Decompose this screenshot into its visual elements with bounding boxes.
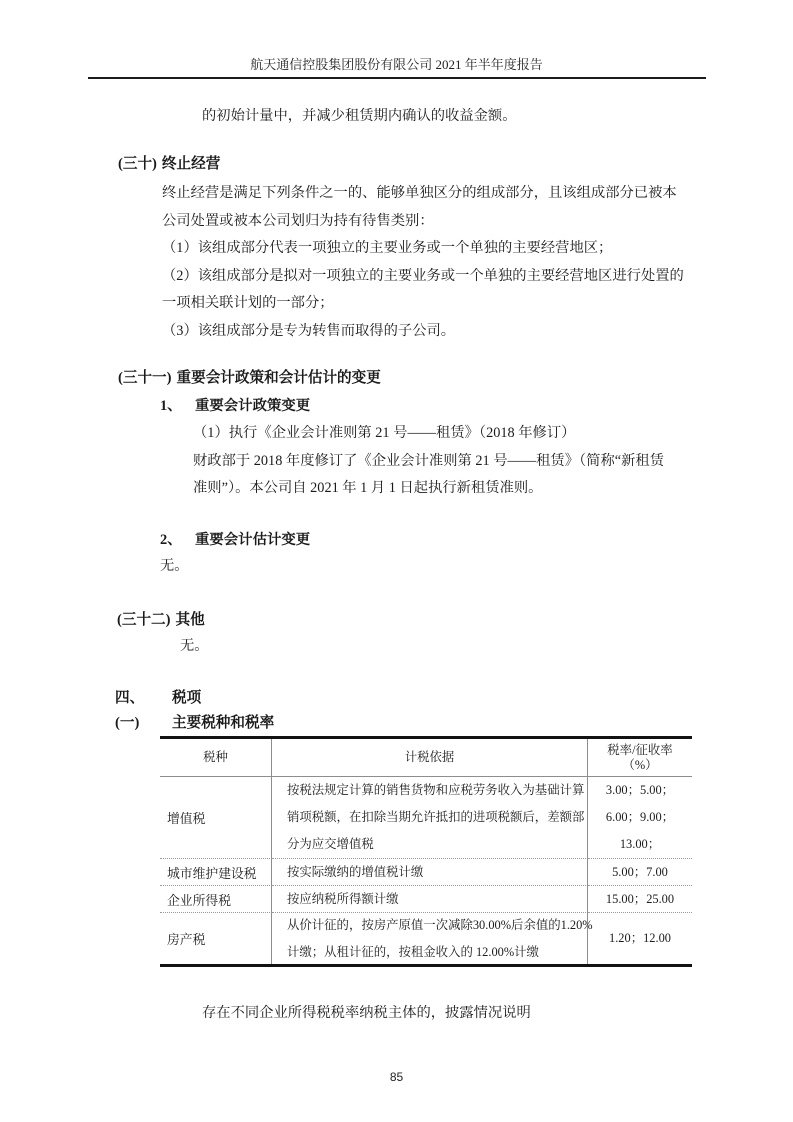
section-30-label: (三十) <box>118 156 157 172</box>
section-30-paragraph <box>162 180 684 345</box>
section-4-1-heading <box>115 712 274 734</box>
section-4-1-title: 主要税种和税率 <box>172 715 275 731</box>
cell-tax-rate: 5.00；7.00 <box>588 859 692 886</box>
section-31-label: (三十一) <box>118 370 172 386</box>
section-30-title: 终止经营 <box>161 156 221 172</box>
paragraph-line: 一项相关联计划的一部分； <box>162 295 334 311</box>
section-32-label: (三十二) <box>117 612 171 628</box>
cell-tax-name: 企业所得税 <box>160 886 272 913</box>
cell-tax-name: 城市维护建设税 <box>160 859 272 886</box>
subsection-2-title: 重要会计估计变更 <box>195 532 311 548</box>
subsection-2-body: 无。 <box>160 558 189 574</box>
cell-tax-name: 增值税 <box>160 777 272 859</box>
section-31-title: 重要会计政策和会计估计的变更 <box>176 370 381 386</box>
section-4-1-label: (一) <box>115 715 140 731</box>
paragraph-line: 财政部于 2018 年度修订了《企业会计准则第 21 号——租赁》（简称“新租赁 <box>193 452 664 469</box>
paragraph-line: （1）该组成部分代表一项独立的主要业务或一个单独的主要经营地区； <box>162 240 613 256</box>
subsection-2-heading <box>160 529 310 551</box>
section-4-heading <box>115 687 201 709</box>
subsection-1-paragraph <box>193 420 664 503</box>
tax-rate-table <box>160 736 692 967</box>
cell-tax-rate: 3.00；5.00； 6.00；9.00； 13.00； <box>588 777 692 859</box>
header-cell-tax-rate: 税率/征收率 （%） <box>588 739 692 777</box>
section-4-title: 税项 <box>172 690 202 706</box>
paragraph-line: （1）执行《企业会计准则第 21 号——租赁》（2018 年修订） <box>193 425 576 441</box>
cell-tax-basis: 从价计征的，按房产原值一次减除30.00%后余值的1.20% 计缴；从租计征的，按租金收入的 12.00%计缴 <box>272 913 588 964</box>
header-cell-tax-type: 税种 <box>160 739 272 777</box>
cell-tax-rate: 1.20；12.00 <box>609 931 671 945</box>
paragraph-line: 公司处置或被本公司划归为持有待售类别： <box>162 212 434 229</box>
section-32-body: 无。 <box>180 638 209 654</box>
intro-line: 的初始计量中，并减少租赁期内确认的收益金额。 <box>202 108 517 124</box>
section-32-heading <box>117 609 205 631</box>
cell-tax-rate: 15.00；25.00 <box>588 886 692 913</box>
paragraph-line: （3）该组成部分是专为转售而取得的子公司。 <box>162 322 456 339</box>
footer-note: 存在不同企业所得税税率纳税主体的，披露情况说明 <box>202 1005 531 1021</box>
cell-tax-basis: 按应纳税所得额计缴 <box>272 886 588 913</box>
section-32-title: 其他 <box>175 612 205 628</box>
subsection-1-heading <box>160 395 310 417</box>
subsection-2-number: 2、 <box>160 532 182 548</box>
cell-tax-basis: 按实际缴纳的增值税计缴 <box>272 859 588 886</box>
page-number: 85 <box>389 1070 404 1084</box>
subsection-1-title: 重要会计政策变更 <box>195 398 311 414</box>
subsection-1-number: 1、 <box>160 398 182 414</box>
header-rule <box>88 77 706 79</box>
section-30-heading <box>118 153 220 175</box>
cell-tax-name: 房产税 <box>160 913 272 964</box>
header-cell-tax-basis: 计税依据 <box>272 739 588 777</box>
page-header-title: 航天通信控股集团股份有限公司 2021 年半年度报告 <box>250 57 543 72</box>
section-4-number: 四、 <box>115 690 145 706</box>
paragraph-line: 准则”）。本公司自 2021 年 1 月 1 日起执行新租赁准则。 <box>193 480 543 496</box>
paragraph-line: 终止经营是满足下列条件之一的、能够单独区分的组成部分，且该组成部分已被本 <box>162 185 677 201</box>
section-31-heading <box>118 367 381 389</box>
cell-tax-basis: 按税法规定计算的销售货物和应税劳务收入为基础计算 销项税额，在扣除当期允许抵扣的进项税额后，差额部 分为应交增值税 <box>272 777 588 859</box>
paragraph-line: （2）该组成部分是拟对一项独立的主要业务或一个单独的主要经营地区进行处置的 <box>162 267 684 284</box>
